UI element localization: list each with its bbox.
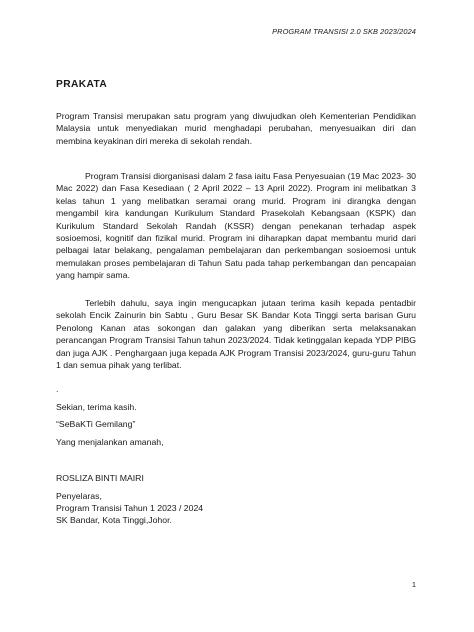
paragraph-acknowledgement: Terlebih dahulu, saya ingin mengucapkan jutaan terima kasih kepada pentadbir sekolah Encik Zainurin bin Sabtu , Guru Besar SK Bandar Kota Tinggi serta barisan Guru Penolong Kanan atas sokongan dan galakan yang diberikan serta melaksanakan perancangan Program Transisi Tahun tahun 2023/2024. Tidak ketinggalan kepada YDP PIBG dan juga AJK . Penghargaan juga kepada AJK Program Transisi 2023/2024, guru-guru Tahun 1 dan semua pihak yang terlibat.: [56, 298, 416, 371]
signatory-program: Program Transisi Tahun 1 2023 / 2024: [56, 503, 204, 513]
signatory-name: ROSLIZA BINTI MAIRI: [56, 473, 144, 483]
paragraph-program-details: Program Transisi diorganisasi dalam 2 fasa iaitu Fasa Penyesuaian (19 Mac 2023- 30 Mac 2022) dan Fasa Kesediaan ( 2 April 2022 – 13 April 2022). Program ini melibatkan 3 kelas tahun 1 yang melibatkan seramai orang murid. Program ini dirangka dengan mengambil kira kandungan Kurikulum Standard Prasekolah Kebangsaan (KSPK) dan Kurikulum Standard Sekolah Randah (KSSR) dengan penekanan terhadap aspek sosioemosi, kognitif dan fizikal murid. Program ini diharapkan dapat membantu murid dari pelbagai latar belakang, pengalaman pembelajaran dan perkembangan sosioemosi untuk memulakan proses pembelajaran di Tahun Satu pada tahap perkembangan dan pencapaian yang hampir sama.: [56, 171, 416, 281]
signatory-school: SK Bandar, Kota Tinggi,Johor.: [56, 515, 172, 525]
page-number: 1: [411, 580, 416, 589]
signatory-role: Penyelaras,: [56, 491, 102, 501]
closing-servant: Yang menjalankan amanah,: [56, 437, 164, 447]
closing-motto: “SeBaKTi Gemilang”: [56, 419, 136, 429]
page-title: PRAKATA: [56, 79, 108, 90]
running-header: PROGRAM TRANSISI 2.0 SKB 2023/2024: [272, 27, 416, 36]
closing-dot: .: [56, 384, 59, 394]
paragraph-intro: Program Transisi merupakan satu program yang diwujudkan oleh Kementerian Pendidikan Malaysia untuk menyediakan murid menghadapi perubahan, menyesuaikan diri dan membina keyakinan diri mereka di sekolah rendah.: [56, 111, 416, 146]
closing-thanks: Sekian, terima kasih.: [56, 402, 137, 412]
